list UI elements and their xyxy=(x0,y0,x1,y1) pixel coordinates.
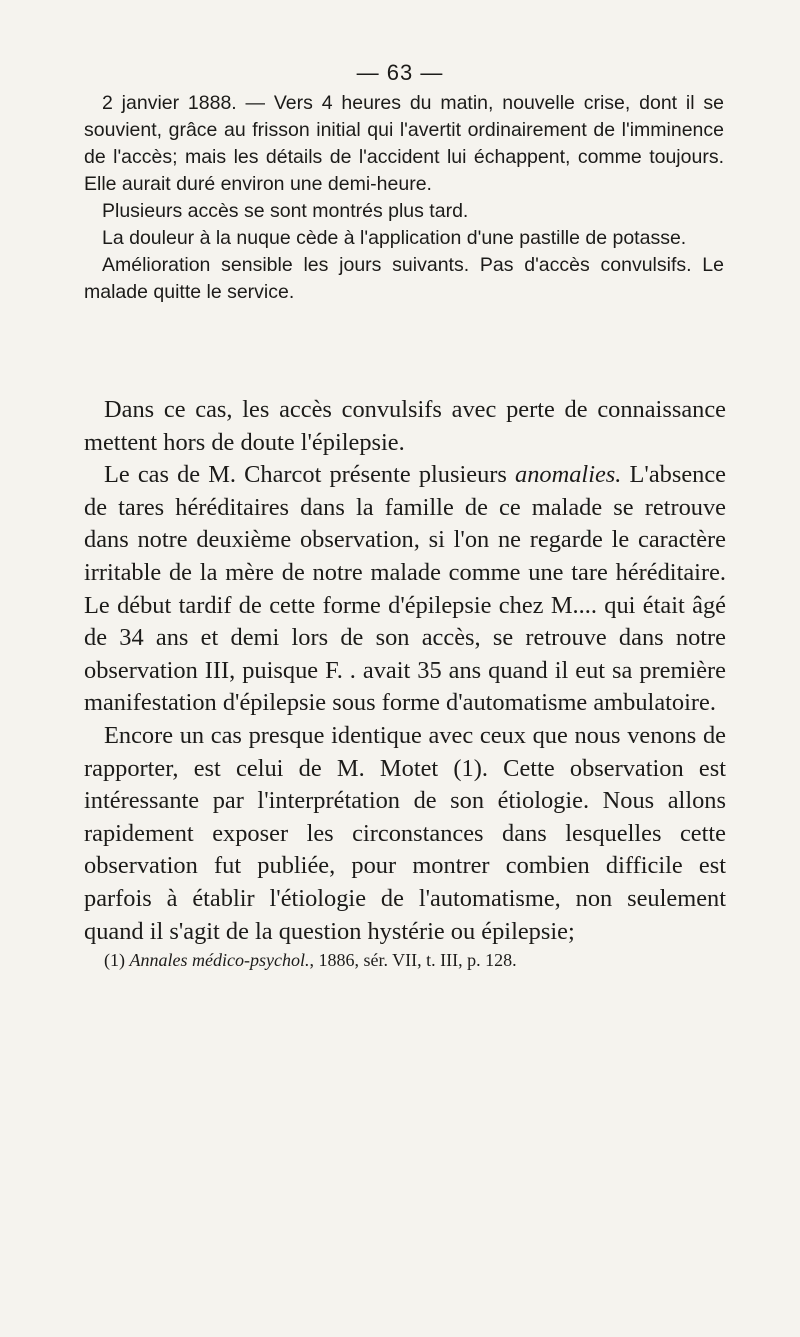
emphasis: anomalies. xyxy=(515,461,622,489)
paragraph: Plusieurs accès se sont montrés plus tard. xyxy=(102,200,469,222)
paragraph xyxy=(84,459,726,720)
footnote xyxy=(104,948,744,972)
paragraph: La douleur à la nuque cède à l'application d'une pastille de potasse. xyxy=(102,227,687,249)
page-number: — 63 — xyxy=(356,60,444,85)
paragraph: 2 janvier 1888. — Vers 4 heures du matin, nouvelle crise, dont il se souvient, grâce au frisson initial qui l'avertit ordinairement de l'imminence de l'accès; mais les détails de l'accident lui échappent, comme toujours. Elle aurait duré environ une demi-heure. xyxy=(84,92,724,195)
observation-notes xyxy=(84,90,724,306)
footnote-marker: (1) xyxy=(104,950,130,970)
footnote-details: , 1886, sér. VII, t. III, p. 128. xyxy=(309,950,517,970)
footnote-journal: Annales médico-psychol. xyxy=(129,950,310,970)
text-run: L'absence de tares héréditaires dans la famille de ce malade se retrouve dans notre deuxième observation, si l'on ne regarde le caractère irritable de la mère de notre malade comme une tare héréditaire. Le début tardif de cette forme d'épilepsie chez M.... qui était âgé de 34 ans et demi lors de son accès, se retrouve dans notre observation III, puisque F. . avait 35 ans quand il eut sa première manifestation d'épilepsie sous forme d'automatisme ambulatoire. xyxy=(84,461,727,717)
paragraph: Amélioration sensible les jours suivants. Pas d'accès convulsifs. Le malade quitte le service. xyxy=(84,254,724,303)
text-run: Le cas de M. Charcot présente plusieurs xyxy=(104,461,516,489)
commentary xyxy=(84,394,726,948)
paragraph: Dans ce cas, les accès convulsifs avec perte de connaissance mettent hors de doute l'épilepsie. xyxy=(84,396,726,456)
paragraph: Encore un cas presque identique avec ceux que nous venons de rapporter, est celui de M. Motet (1). Cette observation est intéressante par l'interprétation de son étiologie. Nous allons rapidement exposer les circonstances dans lesquelles cette observation fut publiée, pour montrer combien difficile est parfois à établir l'étiologie de l'automatisme, non seulement quand il s'agit de la question hystérie ou épilepsie; xyxy=(84,721,726,945)
